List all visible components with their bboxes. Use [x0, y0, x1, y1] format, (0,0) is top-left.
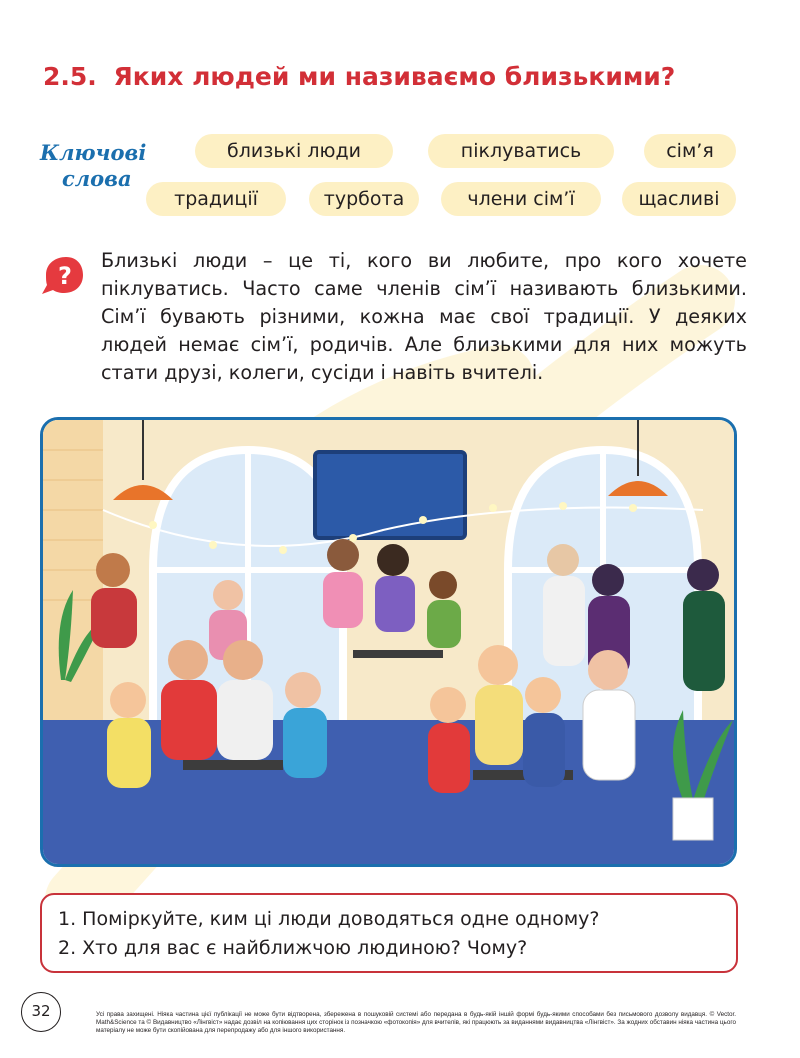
keyword-chip: члени сім’ї	[441, 182, 601, 216]
keyword-chip: щасливі	[622, 182, 736, 216]
section-title: Яких людей ми називаємо близькими?	[113, 62, 676, 91]
page-title	[43, 62, 763, 91]
keyword-chip: піклуватись	[428, 134, 614, 168]
intro-paragraph: Близькі люди – це ті, кого ви любите, про кого хочете піклуватись. Часто саме членів сім’ї називають близькими. Сім’ї бувають різними, кожна має свої традиції. У деяких людей немає сім’ї, родичів. Але близькими для них можуть стати друзі, колеги, сусіди і навіть вчителі.	[101, 249, 747, 384]
cafe-illustration	[40, 417, 737, 867]
keyword-chip: близькі люди	[195, 134, 393, 168]
question-mark-icon	[40, 255, 84, 295]
keywords-heading	[40, 140, 146, 192]
keyword-chip: традиції	[146, 182, 286, 216]
keywords-label-line2: слова	[62, 166, 132, 191]
keyword-chip: турбота	[309, 182, 419, 216]
keyword-chip: сім’я	[644, 134, 736, 168]
questions-box	[40, 893, 738, 973]
keywords-label-line1: Ключові	[40, 140, 147, 165]
copyright-notice: Усі права захищені. Ніяка частина цієї публікації не може бути відтворена, збережена в пошуковій системі або передана в будь-якій іншій формі будь-якими способами без письмового дозволу видавця. © Vector. Math&Science та © Видавництво «Лінгвіст» надає дозвіл на копіювання цих сторінок із позначкою «фотокопія» для вчителів, які працюють за виданнями видавництва «Лінгвіст». За жодних обставин ніяка частина цього матеріалу не може бути скопійована для перепродажу або для іншого використання.	[96, 1011, 736, 1034]
svg-text:?: ?	[58, 262, 72, 290]
question-item: 2. Хто для вас є найближчою людиною? Чому?	[58, 937, 528, 959]
question-item: 1. Поміркуйте, ким ці люди доводяться одне одному?	[58, 908, 600, 930]
page-number: 32	[21, 992, 61, 1032]
section-number: 2.5.	[43, 62, 97, 91]
